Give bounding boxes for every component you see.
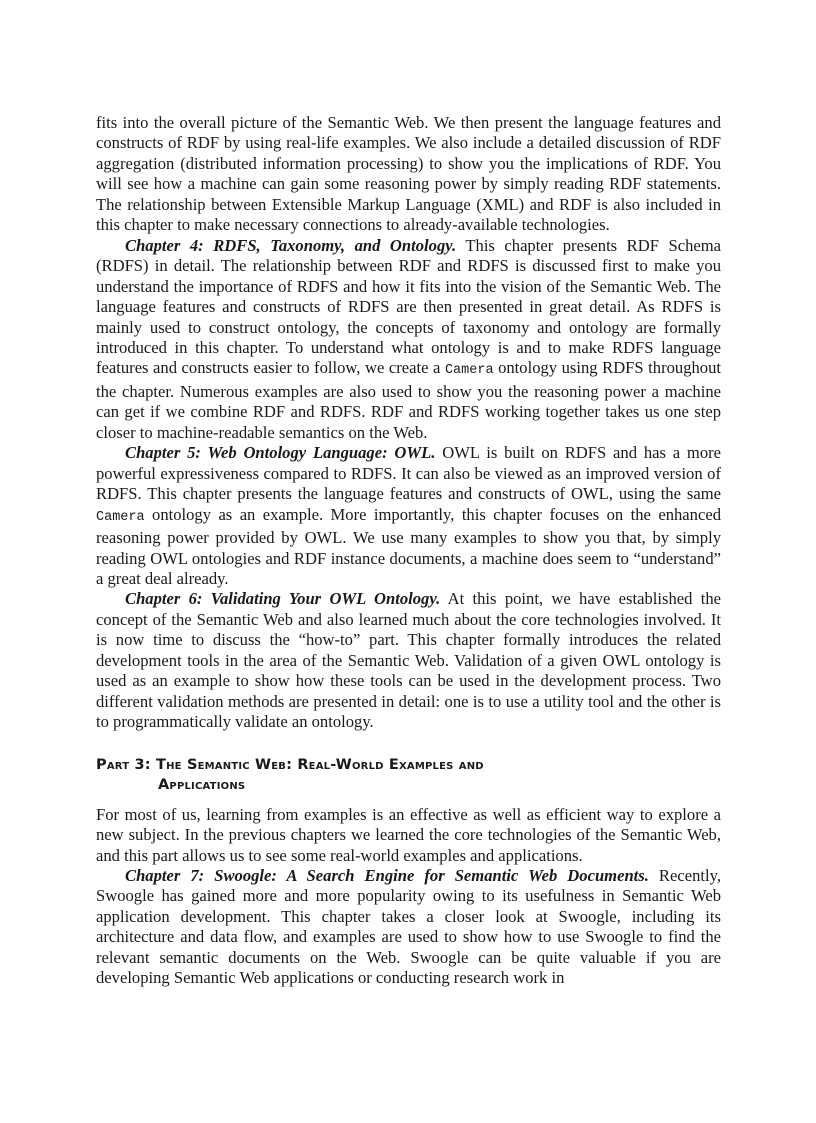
chapter-6-paragraph (96, 589, 721, 732)
chapter-4-title: Chapter 4: RDFS, Taxonomy, and Ontology. (125, 235, 457, 255)
chapter-7-paragraph (96, 866, 721, 989)
chapter-5-text-b: ontology as an example. More importantly, this chapter focuses on the enhanced reasoning power provided by OWL. We use many examples to show you that, by simply reading OWL ontologies and RDF instance documents, a machine does seem to “understand” a great deal already. (96, 504, 721, 588)
part-3-heading (96, 755, 721, 795)
part-3-heading-line2: Applications (158, 776, 246, 793)
intro-paragraph: fits into the overall picture of the Semantic Web. We then present the language features and constructs of RDF by using real-life examples. We also include a detailed discussion of RDF aggregation (distributed information processing) to show you the implications of RDF. You will see how a machine can gain some reasoning power by simply reading RDF statements. The relationship between Extensible Markup Language (XML) and RDF is also included in this chapter to make necessary connections to already-available technologies. (96, 113, 721, 235)
part-3-intro: For most of us, learning from examples is an effective as well as efficient way to explore a new subject. In the previous chapters we learned the core technologies of the Semantic Web, and this part allows us to see some real-world examples and applications. (96, 804, 721, 865)
chapter-4-paragraph (96, 236, 721, 444)
chapter-4-text-b: ontology using RDFS throughout the chapter. Numerous examples are also used to show you the reasoning power a machine can get if we combine RDF and RDFS. RDF and RDFS working together takes us one step closer to machine-readable semantics on the Web. (96, 358, 722, 442)
part-3-heading-line1: Part 3: The Semantic Web: Real-World Examples and (96, 756, 484, 773)
chapter-4-text-a: This chapter presents RDF Schema (RDFS) in detail. The relationship between RDF and RDFS is discussed first to make you understand the importance of RDFS and how it fits into the vision of the Semantic Web. The language features and constructs of RDFS are then presented in great detail. As RDFS is mainly used to construct ontology, the concepts of taxonomy and ontology are formally introduced in this chapter. To understand what ontology is and to make RDFS language features and constructs easier to follow, we create a (96, 235, 721, 378)
chapter-5-code-term: Camera (96, 509, 145, 525)
chapter-5-title: Chapter 5: Web Ontology Language: OWL. (125, 443, 436, 463)
chapter-5-text-a: OWL is built on RDFS and has a more powerful expressiveness compared to RDFS. It can also be viewed as an improved version of RDFS. This chapter presents the language features and constructs of OWL, using the same (96, 443, 722, 504)
chapter-5-paragraph (96, 443, 721, 589)
book-page (96, 113, 721, 989)
chapter-7-title: Chapter 7: Swoogle: A Search Engine for Semantic Web Documents. (125, 865, 649, 885)
chapter-7-text: Recently, Swoogle has gained more and more popularity owing to its usefulness in Semantic Web application development. This chapter takes a closer look at Swoogle, including its architecture and data flow, and examples are used to show how to use Swoogle to find the relevant semantic documents on the Web. Swoogle can be quite valuable if you are developing Semantic Web applications or conducting research work in (96, 865, 721, 988)
chapter-6-text: At this point, we have established the concept of the Semantic Web and also learned much about the core technologies involved. It is now time to discuss the “how-to” part. This chapter formally introduces the related development tools in the area of the Semantic Web. Validation of a given OWL ontology is used as an example to show how these tools can be used in the development process. Two different validation methods are presented in detail: one is to use a utility tool and the other is to programmatically validate an ontology. (96, 589, 721, 732)
chapter-6-title: Chapter 6: Validating Your OWL Ontology. (125, 589, 441, 609)
chapter-4-code-term: Camera (444, 363, 494, 379)
